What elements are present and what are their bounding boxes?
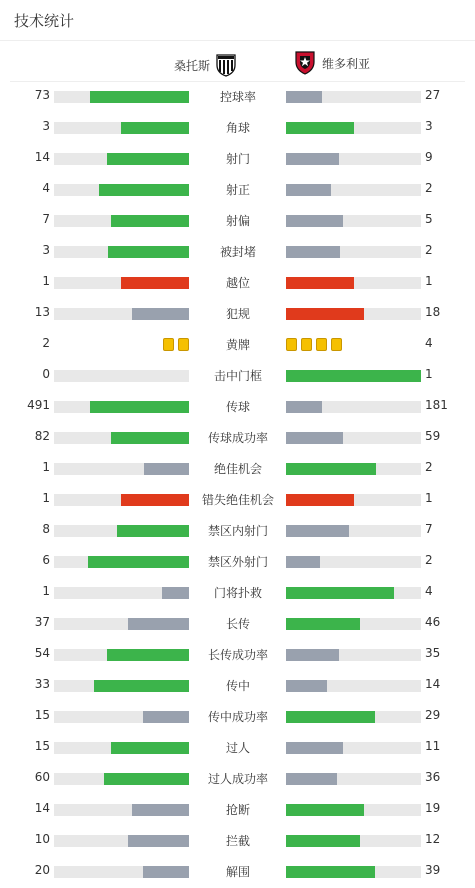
away-stat-bar-fill	[286, 618, 360, 630]
home-stat-bar-fill	[162, 587, 189, 599]
stat-label: 传中成功率	[207, 710, 268, 724]
home-stat-value: 3	[42, 243, 50, 257]
away-team[interactable]	[294, 49, 370, 78]
away-stat-value: 7	[425, 522, 433, 536]
away-stat-value: 9	[425, 150, 433, 164]
home-stat-bar	[54, 122, 189, 134]
home-stat-value: 15	[34, 708, 50, 722]
home-stat-value: 13	[34, 305, 50, 319]
away-stat-value: 46	[425, 615, 441, 629]
stat-label: 绝佳机会	[213, 462, 262, 476]
home-stat-bar	[54, 463, 189, 475]
stat-label: 禁区内射门	[207, 524, 268, 538]
away-stat-bar-fill	[286, 773, 337, 785]
away-stat-bar-fill	[286, 711, 375, 723]
stat-label: 过人	[225, 741, 250, 755]
away-stat-value: 4	[425, 336, 433, 350]
away-stat-value: 2	[425, 181, 433, 195]
away-stat-bar	[286, 835, 421, 847]
away-stat-bar-fill	[286, 463, 376, 475]
page-title: 技术统计	[14, 12, 75, 30]
home-stat-bar-fill	[128, 835, 189, 847]
home-stat-value: 10	[34, 832, 50, 846]
home-stat-value: 54	[34, 646, 50, 660]
home-stat-bar-fill	[132, 308, 189, 320]
stat-label: 门将扑救	[213, 586, 262, 600]
away-stat-bar-fill	[286, 556, 320, 568]
away-stat-value: 35	[425, 646, 441, 660]
stat-label: 禁区外射门	[207, 555, 268, 569]
home-yellow-cards	[163, 338, 189, 351]
away-stat-value: 39	[425, 863, 441, 877]
stat-row	[0, 453, 475, 484]
home-stat-bar-fill	[107, 649, 189, 661]
home-stat-bar	[54, 401, 189, 413]
away-stat-bar	[286, 215, 421, 227]
stat-label: 传球成功率	[207, 431, 268, 445]
home-stat-value: 8	[42, 522, 50, 536]
header-bar	[0, 0, 475, 41]
away-stat-bar-fill	[286, 525, 349, 537]
stat-label: 控球率	[219, 90, 256, 104]
home-stat-bar-fill	[104, 773, 189, 785]
away-stat-bar-fill	[286, 401, 322, 413]
home-stat-value: 6	[42, 553, 50, 567]
home-stat-bar	[54, 618, 189, 630]
stat-row	[0, 360, 475, 391]
away-stat-bar	[286, 773, 421, 785]
home-stat-value: 15	[34, 739, 50, 753]
home-stat-bar-fill	[111, 742, 189, 754]
yellow-card-icon	[331, 338, 342, 351]
home-stat-bar-fill	[144, 463, 189, 475]
away-stat-bar	[286, 432, 421, 444]
stat-label: 黄牌	[225, 338, 250, 352]
home-stat-value: 73	[34, 88, 50, 102]
yellow-card-icon	[178, 338, 189, 351]
stat-row	[0, 298, 475, 329]
away-stat-bar-fill	[286, 649, 339, 661]
yellow-card-icon	[301, 338, 312, 351]
home-stat-bar	[54, 215, 189, 227]
home-stat-value: 1	[42, 584, 50, 598]
home-stat-value: 7	[42, 212, 50, 226]
home-stat-value: 14	[34, 150, 50, 164]
away-stat-value: 181	[425, 398, 448, 412]
stat-label: 射正	[225, 183, 250, 197]
home-stat-bar-fill	[121, 494, 189, 506]
home-stat-bar-fill	[108, 246, 189, 258]
stat-label: 拦截	[225, 834, 250, 848]
away-stat-bar	[286, 401, 421, 413]
stat-row	[0, 143, 475, 174]
stat-row	[0, 236, 475, 267]
away-stat-bar	[286, 866, 421, 878]
away-yellow-cards	[286, 338, 342, 351]
away-stat-bar-fill	[286, 153, 339, 165]
stat-row	[0, 577, 475, 608]
away-team-name: 维多利亚	[322, 57, 371, 71]
away-stat-bar-fill	[286, 122, 354, 134]
home-stat-bar	[54, 432, 189, 444]
away-stat-bar	[286, 463, 421, 475]
home-team-name: 桑托斯	[173, 59, 210, 73]
home-stat-bar	[54, 556, 189, 568]
yellow-card-icon	[163, 338, 174, 351]
home-stat-value: 1	[42, 274, 50, 288]
away-stat-value: 27	[425, 88, 441, 102]
stats-list	[0, 81, 475, 887]
away-stat-bar	[286, 525, 421, 537]
home-stat-value: 0	[42, 367, 50, 381]
stat-row	[0, 81, 475, 112]
away-stat-value: 18	[425, 305, 441, 319]
stat-row	[0, 856, 475, 887]
away-stat-bar	[286, 649, 421, 661]
away-stat-value: 29	[425, 708, 441, 722]
away-stat-bar	[286, 308, 421, 320]
home-stat-value: 491	[27, 398, 50, 412]
home-stat-value: 20	[34, 863, 50, 877]
home-stat-bar	[54, 649, 189, 661]
home-stat-bar	[54, 773, 189, 785]
stat-label: 解围	[225, 865, 250, 879]
away-stat-bar-fill	[286, 494, 354, 506]
away-stat-bar	[286, 680, 421, 692]
stat-row	[0, 205, 475, 236]
away-stat-value: 1	[425, 367, 433, 381]
stat-label: 越位	[225, 276, 250, 290]
home-stat-bar	[54, 711, 189, 723]
team-header	[10, 41, 465, 82]
away-stat-value: 19	[425, 801, 441, 815]
away-stat-bar-fill	[286, 308, 364, 320]
stat-label: 传球	[225, 400, 250, 414]
home-stat-bar	[54, 866, 189, 878]
home-stat-bar	[54, 804, 189, 816]
away-stat-bar	[286, 184, 421, 196]
stat-row	[0, 639, 475, 670]
stat-label: 错失绝佳机会	[201, 493, 274, 507]
home-stat-bar	[54, 370, 189, 382]
home-stat-bar	[54, 525, 189, 537]
home-stat-bar-fill	[107, 153, 189, 165]
home-stat-bar	[54, 184, 189, 196]
away-stat-bar-fill	[286, 184, 331, 196]
stat-label: 射偏	[225, 214, 250, 228]
away-stat-value: 14	[425, 677, 441, 691]
away-stat-bar	[286, 91, 421, 103]
away-stat-value: 3	[425, 119, 433, 133]
home-stat-bar-fill	[143, 711, 189, 723]
home-stat-bar	[54, 153, 189, 165]
yellow-card-icon	[316, 338, 327, 351]
home-stat-bar-fill	[111, 432, 189, 444]
stat-row	[0, 484, 475, 515]
stat-row	[0, 608, 475, 639]
home-stat-bar-fill	[99, 184, 189, 196]
away-stat-bar-fill	[286, 680, 327, 692]
away-stat-value: 5	[425, 212, 433, 226]
stat-row	[0, 701, 475, 732]
home-stat-bar	[54, 587, 189, 599]
away-stat-bar	[286, 277, 421, 289]
home-stat-value: 82	[34, 429, 50, 443]
stat-label: 传中	[225, 679, 250, 693]
home-stat-value: 3	[42, 119, 50, 133]
home-stat-value: 60	[34, 770, 50, 784]
stat-row	[0, 670, 475, 701]
away-stat-bar	[286, 153, 421, 165]
away-stat-bar-fill	[286, 246, 340, 258]
stat-row	[0, 794, 475, 825]
stat-row	[0, 112, 475, 143]
home-stat-value: 14	[34, 801, 50, 815]
home-stat-value: 37	[34, 615, 50, 629]
stat-row	[0, 732, 475, 763]
home-stat-bar	[54, 277, 189, 289]
stat-row	[0, 546, 475, 577]
home-stat-bar	[54, 308, 189, 320]
away-stat-bar	[286, 711, 421, 723]
home-stat-bar-fill	[94, 680, 189, 692]
away-stat-bar-fill	[286, 277, 354, 289]
home-stat-value: 4	[42, 181, 50, 195]
away-stat-value: 1	[425, 274, 433, 288]
away-stat-value: 2	[425, 243, 433, 257]
home-stat-bar-fill	[121, 277, 189, 289]
away-stat-value: 11	[425, 739, 441, 753]
away-stat-bar-fill	[286, 432, 343, 444]
stat-label: 过人成功率	[207, 772, 268, 786]
yellow-card-icon	[286, 338, 297, 351]
away-stat-bar-fill	[286, 91, 322, 103]
home-stat-bar-fill	[111, 215, 189, 227]
stat-row	[0, 329, 475, 360]
home-stat-value: 1	[42, 460, 50, 474]
home-stat-bar-fill	[128, 618, 189, 630]
away-stat-bar	[286, 618, 421, 630]
away-stat-bar-fill	[286, 866, 375, 878]
home-stat-value: 2	[42, 336, 50, 350]
away-stat-value: 12	[425, 832, 441, 846]
away-stat-value: 2	[425, 460, 433, 474]
home-stat-bar	[54, 494, 189, 506]
vitoria-crest-icon	[294, 49, 316, 78]
home-stat-value: 33	[34, 677, 50, 691]
stat-label: 被封堵	[219, 245, 256, 259]
away-stat-bar-fill	[286, 370, 421, 382]
away-stat-bar	[286, 246, 421, 258]
away-stat-bar-fill	[286, 742, 343, 754]
home-stat-bar-fill	[132, 804, 189, 816]
away-stat-bar-fill	[286, 587, 394, 599]
away-stat-bar	[286, 370, 421, 382]
stat-label: 犯规	[225, 307, 250, 321]
home-stat-bar	[54, 835, 189, 847]
away-stat-bar-fill	[286, 804, 364, 816]
away-stat-bar	[286, 556, 421, 568]
stat-row	[0, 391, 475, 422]
away-stat-bar	[286, 804, 421, 816]
home-stat-bar-fill	[121, 122, 189, 134]
home-stat-bar	[54, 680, 189, 692]
home-stat-bar	[54, 742, 189, 754]
stat-row	[0, 267, 475, 298]
stat-label: 长传成功率	[207, 648, 268, 662]
home-stat-bar-fill	[143, 866, 189, 878]
home-stat-value: 1	[42, 491, 50, 505]
away-stat-value: 1	[425, 491, 433, 505]
away-stat-bar-fill	[286, 215, 343, 227]
away-stat-value: 59	[425, 429, 441, 443]
away-stat-bar	[286, 742, 421, 754]
away-stat-bar	[286, 587, 421, 599]
away-stat-bar	[286, 494, 421, 506]
stat-label: 长传	[225, 617, 250, 631]
away-stat-value: 36	[425, 770, 441, 784]
stat-row	[0, 515, 475, 546]
home-stat-bar-fill	[90, 401, 189, 413]
away-stat-value: 4	[425, 584, 433, 598]
santos-crest-icon	[214, 51, 238, 80]
away-stat-bar-fill	[286, 835, 360, 847]
stat-row	[0, 422, 475, 453]
home-stat-bar-fill	[117, 525, 189, 537]
home-stat-bar	[54, 91, 189, 103]
stat-row	[0, 763, 475, 794]
stat-row	[0, 825, 475, 856]
stat-label: 射门	[225, 152, 250, 166]
stat-label: 击中门框	[213, 369, 262, 383]
home-stat-bar-fill	[88, 556, 189, 568]
home-stat-bar-fill	[90, 91, 189, 103]
away-stat-bar	[286, 122, 421, 134]
stat-label: 角球	[225, 121, 250, 135]
home-team[interactable]	[174, 51, 238, 80]
stat-row	[0, 174, 475, 205]
away-stat-value: 2	[425, 553, 433, 567]
stat-label: 抢断	[225, 803, 250, 817]
home-stat-bar	[54, 246, 189, 258]
